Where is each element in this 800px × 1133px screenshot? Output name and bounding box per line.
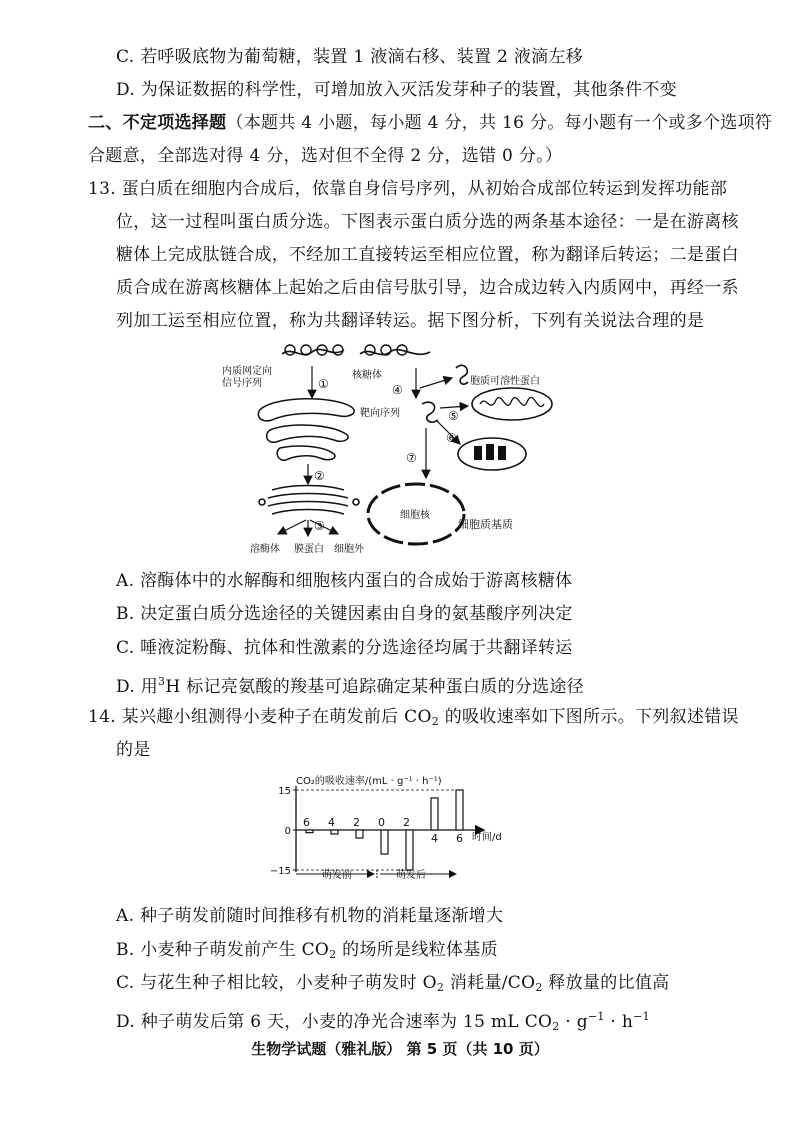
- x-tick-label: 6: [456, 832, 463, 845]
- q14-opt-c-mid: 消耗量/CO: [444, 973, 536, 993]
- q14-option-b: [116, 939, 498, 966]
- q14-opt-d-sup2: −1: [633, 1010, 650, 1023]
- label-er-signal-2: 信号序列: [222, 378, 262, 389]
- q14-stem-pre: 14. 某兴趣小组测得小麦种子在萌发前后 CO: [88, 707, 432, 727]
- x-axis-label: 时间/d: [472, 832, 502, 843]
- x-tick-label: 4: [431, 832, 438, 845]
- target-protein-icon: [422, 402, 438, 422]
- label-er-signal-1: 内质网定向: [222, 366, 272, 377]
- mrna-strand-right: [360, 350, 430, 355]
- q13-option-a: A. 溶酶体中的水解酶和细胞核内蛋白的合成始于游离核糖体: [116, 571, 573, 591]
- label-extracellular: 细胞外: [334, 544, 364, 555]
- label-lysosome: 溶酶体: [250, 544, 280, 555]
- q14-opt-c-sub1: 2: [436, 981, 445, 994]
- q13-stem-5: 列加工运至相应位置，称为共翻译转运。据下图分析，下列有关说法合理的是: [116, 311, 705, 331]
- label-cytoplasm-matrix: 细胞质基质: [458, 518, 513, 531]
- er-icon: [258, 399, 354, 461]
- chart-bar: [431, 798, 438, 830]
- y-tick-label: 15: [278, 786, 291, 797]
- q13-opt-d-sup: 3: [158, 675, 166, 688]
- protein-sorting-diagram: [220, 338, 560, 558]
- step-4: ④: [392, 383, 403, 397]
- q14-opt-d-post: · g: [559, 1012, 588, 1032]
- cytosol-protein-icon: [456, 365, 468, 384]
- chloroplast-icon: [458, 438, 526, 470]
- golgi-icon: [259, 486, 359, 515]
- phase-before-label: 萌发前: [322, 870, 352, 881]
- q12-option-d: D. 为保证数据的科学性，可增加放入灭活发芽种子的装置，其他条件不变: [116, 80, 678, 100]
- q14-option-d: [116, 1006, 650, 1038]
- label-nucleus: 细胞核: [400, 510, 430, 521]
- x-tick-label: 0: [378, 816, 385, 829]
- y-tick-label: −15: [270, 866, 291, 877]
- chart-bar: [306, 830, 313, 833]
- step-2: ②: [314, 469, 325, 483]
- chart-bar: [381, 830, 388, 854]
- x-tick-label: 4: [328, 816, 335, 829]
- q13-stem-3: 糖体上完成肽链合成，不经加工直接转运至相应位置，称为翻译后转运；二是蛋白: [116, 245, 739, 265]
- q12-option-c: C. 若呼吸底物为葡萄糖，装置 1 液滴右移、装置 2 液滴左移: [116, 47, 584, 67]
- q14-stem-1: [88, 706, 739, 733]
- q14-opt-b-post: 的场所是线粒体基质: [336, 940, 498, 960]
- q14-opt-d-sub: 2: [552, 1020, 560, 1033]
- q14-opt-c-post: 释放量的比值高: [542, 973, 670, 993]
- q14-stem-post: 的吸收速率如下图所示。下列叙述错误: [439, 707, 739, 727]
- label-membrane-protein: 膜蛋白: [294, 544, 324, 555]
- step-1: ①: [318, 377, 329, 391]
- q13-stem-2: 位，这一过程叫蛋白质分选。下图表示蛋白质分选的两条基本途径：一是在游离核: [116, 212, 739, 232]
- page-footer: 生物学试题（雅礼版） 第 5 页（共 10 页）: [251, 1040, 549, 1058]
- section2-desc-2: 合题意，全部选对得 4 分，选对但不全得 2 分，选错 0 分。）: [88, 146, 563, 166]
- q13-option-d: [116, 671, 584, 698]
- q14-opt-d-mid: · h: [604, 1012, 634, 1032]
- chart-bar: [406, 830, 413, 870]
- q14-opt-c-pre: C. 与花生种子相比较，小麦种子萌发时 O: [116, 973, 437, 993]
- section2-heading: [88, 112, 772, 134]
- mitochondrion-icon: [472, 388, 552, 420]
- x-tick-label: 6: [303, 816, 310, 829]
- step-7: ⑦: [406, 451, 417, 465]
- q14-opt-b-pre: B. 小麦种子萌发前产生 CO: [116, 940, 330, 960]
- q13-opt-d-post: H 标记亮氨酸的羧基可追踪确定某种蛋白质的分选途径: [165, 677, 585, 697]
- q14-opt-b-sub: 2: [329, 948, 337, 961]
- label-cytosol-protein: 胞质可溶性蛋白: [470, 376, 540, 387]
- section2-desc-1: （本题共 4 小题，每小题 4 分，共 16 分。每小题有一个或多个选项符: [226, 113, 773, 133]
- step-5: ⑤: [448, 409, 459, 423]
- q13-option-c: C. 唾液淀粉酶、抗体和性激素的分选途径均属于共翻译转运: [116, 638, 573, 658]
- label-target-seq: 靶向序列: [360, 408, 400, 419]
- x-tick-label: 2: [403, 816, 410, 829]
- step-3: ③: [314, 519, 325, 533]
- y-tick-label: 0: [284, 826, 291, 837]
- q14-option-a: A. 种子萌发前随时间推移有机物的消耗量逐渐增大: [116, 906, 504, 926]
- q13-opt-d-pre: D. 用: [116, 677, 159, 697]
- q13-stem-4: 质合成在游离核糖体上起始之后由信号肽引导，边合成边转入内质网中，再经一系: [116, 278, 739, 298]
- co2-absorption-chart: [270, 772, 530, 890]
- q14-opt-d-sup1: −1: [587, 1010, 605, 1023]
- q14-opt-c-sub2: 2: [535, 981, 543, 994]
- x-tick-label: 2: [353, 816, 360, 829]
- chart-bar: [356, 830, 363, 838]
- step-6: ⑥: [446, 431, 457, 445]
- chart-title: CO₂的吸收速率/(mL · g⁻¹ · h⁻¹): [296, 776, 442, 787]
- q14-option-c: [116, 972, 669, 999]
- label-ribosome: 核糖体: [352, 370, 382, 381]
- q14-opt-d-pre: D. 种子萌发后第 6 天，小麦的净光合速率为 15 mL CO: [116, 1012, 553, 1032]
- q13-stem-1: 13. 蛋白质在细胞内合成后，依靠自身信号序列，从初始合成部位转运到发挥功能部: [88, 179, 728, 199]
- chart-bar: [456, 790, 463, 830]
- section2-title: 二、不定项选择题: [88, 113, 227, 133]
- q14-stem-sub: 2: [431, 715, 439, 728]
- phase-after-label: 萌发后: [396, 870, 426, 881]
- q14-stem-2: 的是: [116, 740, 151, 760]
- chart-bar: [331, 830, 338, 834]
- q13-option-b: B. 决定蛋白质分选途径的关键因素由自身的氨基酸序列决定: [116, 604, 573, 624]
